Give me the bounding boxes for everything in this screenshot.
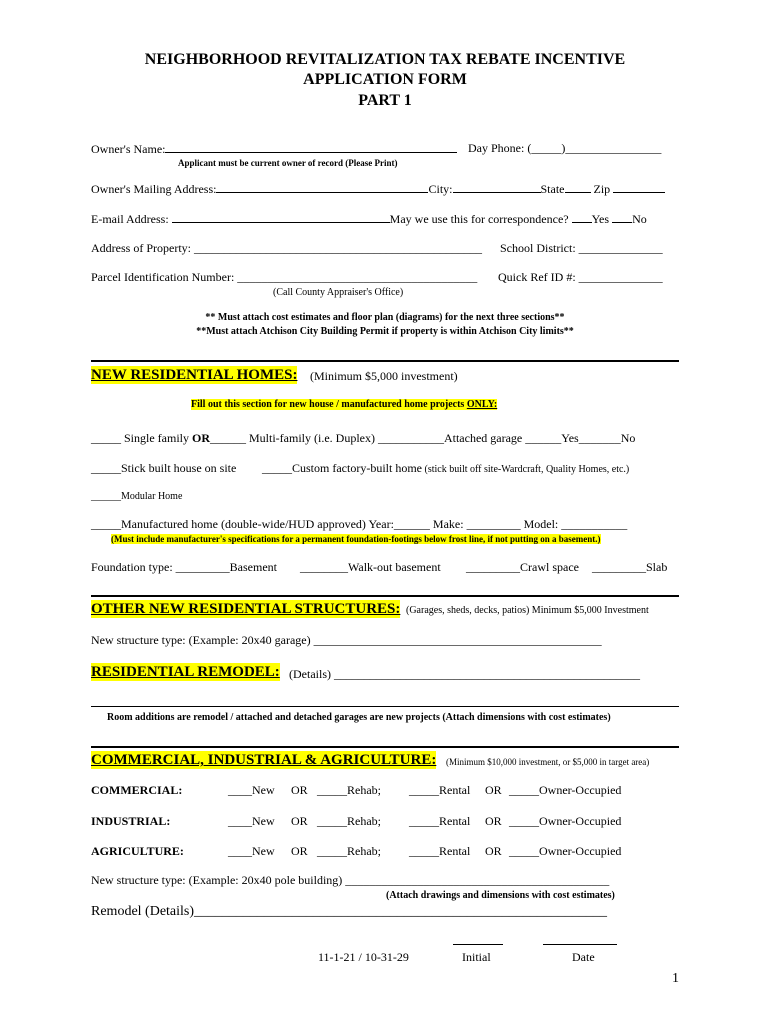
fill-out-note	[191, 398, 497, 412]
commercial-owner-occupied-option[interactable]: _____Owner-Occupied	[509, 783, 622, 797]
form-version: 11-1-21 / 10-31-29	[318, 950, 409, 964]
day-phone-label[interactable]: Day Phone: (_____)________________	[468, 141, 662, 155]
agriculture-or-1: OR	[291, 844, 308, 858]
walkout-basement-option[interactable]: ________Walk-out basement	[300, 560, 441, 574]
owner-name-field[interactable]	[91, 141, 457, 156]
manufacturer-note-text: (Must include manufacturer's specifications for a permanent foundation-footings below frost line, if not putting on a basement.)	[111, 534, 601, 544]
industrial-owner-occupied-option[interactable]: _____Owner-Occupied	[509, 814, 622, 828]
parcel-id-field[interactable]: Parcel Identification Number: ________________________________________	[91, 270, 478, 284]
email-blank[interactable]	[172, 211, 390, 223]
correspondence-no-blank[interactable]	[612, 211, 632, 223]
commercial-heading: COMMERCIAL, INDUSTRIAL & AGRICULTURE:	[91, 752, 437, 768]
industrial-or-1: OR	[291, 814, 308, 828]
agriculture-owner-occupied-option[interactable]: _____Owner-Occupied	[509, 844, 622, 858]
slab-option[interactable]: _________Slab	[592, 560, 668, 574]
crawl-space-option[interactable]: _________Crawl space	[466, 560, 579, 574]
new-structure-type-field[interactable]: New structure type: (Example: 20x40 garage) ________________________________________________	[91, 633, 602, 647]
section-divider	[91, 595, 679, 597]
or-label: OR	[192, 431, 210, 445]
state-blank[interactable]	[565, 181, 591, 193]
quick-ref-field[interactable]: Quick Ref ID #: ______________	[498, 270, 663, 284]
zip-blank[interactable]	[613, 181, 665, 193]
agriculture-rental-option[interactable]: _____Rental	[409, 844, 471, 858]
attach-drawings-note: (Attach drawings and dimensions with cost estimates)	[386, 890, 615, 901]
modular-home-option[interactable]: ______Modular Home	[91, 491, 183, 502]
remodel-details-field[interactable]: (Details) ___________________________________________________	[289, 667, 640, 681]
initial-signature-line[interactable]	[453, 944, 503, 945]
email-field[interactable]	[91, 211, 647, 226]
commercial-label: COMMERCIAL:	[91, 783, 183, 797]
fill-out-note-only: ONLY:	[466, 399, 498, 410]
manufactured-home-row[interactable]: _____Manufactured home (double-wide/HUD approved) Year:______ Make: _________ Model: ___________	[91, 517, 628, 531]
agriculture-new-option[interactable]: ____New	[228, 844, 275, 858]
form-title-line2: APPLICATION FORM	[303, 71, 467, 88]
industrial-rental-option[interactable]: _____Rental	[409, 814, 471, 828]
commercial-or-2: OR	[485, 783, 502, 797]
commercial-rental-option[interactable]: _____Rental	[409, 783, 471, 797]
owner-name-blank[interactable]	[165, 141, 457, 153]
agriculture-rehab-option[interactable]: _____Rehab;	[317, 844, 381, 858]
commercial-or-1: OR	[291, 783, 308, 797]
email-label: E-mail Address:	[91, 212, 169, 226]
new-residential-min-note: (Minimum $5,000 investment)	[310, 369, 458, 383]
date-label: Date	[572, 950, 595, 964]
form-title-line1: NEIGHBORHOOD REVITALIZATION TAX REBATE INCENTIVE	[144, 51, 626, 68]
correspondence-label: May we use this for correspondence?	[389, 212, 569, 226]
page-number: 1	[672, 971, 679, 986]
industrial-rehab-option[interactable]: _____Rehab;	[317, 814, 381, 828]
applicant-note: Applicant must be current owner of record (Please Print)	[178, 158, 398, 168]
correspondence-yes-blank[interactable]	[572, 211, 592, 223]
mailing-address-field[interactable]	[91, 181, 665, 196]
industrial-new-option[interactable]: ____New	[228, 814, 275, 828]
school-district-field[interactable]: School District: ______________	[500, 241, 663, 255]
commercial-min-note: (Minimum $10,000 investment, or $5,000 in target area)	[446, 757, 650, 767]
attach-note-1: ** Must attach cost estimates and floor plan (diagrams) for the next three sections**	[205, 312, 565, 323]
initial-label: Initial	[462, 950, 491, 964]
new-residential-heading: NEW RESIDENTIAL HOMES:	[91, 367, 298, 383]
remodel-details-commercial-field[interactable]: Remodel (Details)___________________________________________________________	[91, 904, 608, 919]
section-divider	[91, 746, 679, 748]
appraiser-note: (Call County Appraiser's Office)	[273, 287, 404, 298]
multi-family-option[interactable]: ______ Multi-family (i.e. Duplex) ___________Attached garage ______Yes_______No	[210, 431, 636, 445]
agriculture-or-2: OR	[485, 844, 502, 858]
industrial-label: INDUSTRIAL:	[91, 814, 171, 828]
state-label: State	[540, 182, 565, 196]
zip-label: Zip	[593, 182, 611, 196]
custom-factory-label: _____Custom factory-built home	[262, 461, 422, 475]
mailing-address-blank[interactable]	[216, 181, 428, 193]
pole-building-structure-field[interactable]: New structure type: (Example: 20x40 pole building) ____________________________________________	[91, 873, 610, 887]
city-blank[interactable]	[453, 181, 541, 193]
other-structures-heading: OTHER NEW RESIDENTIAL STRUCTURES:	[91, 601, 401, 617]
remodel-note: Room additions are remodel / attached and detached garages are new projects (Attach dimensions with cost estimates)	[107, 712, 611, 723]
mailing-address-label: Owner's Mailing Address:	[91, 182, 217, 196]
date-signature-line[interactable]	[543, 944, 617, 945]
foundation-basement-option[interactable]: Foundation type: _________Basement	[91, 560, 277, 574]
city-label: City:	[428, 182, 453, 196]
correspondence-no-label: No	[632, 212, 647, 226]
commercial-new-option[interactable]: ____New	[228, 783, 275, 797]
single-family-option[interactable]: _____ Single family	[91, 431, 192, 445]
owner-name-label: Owner's Name:	[91, 142, 166, 156]
stick-built-option[interactable]: _____Stick built house on site	[91, 461, 237, 475]
manufacturer-note	[111, 532, 601, 546]
custom-factory-note: (stick built off site-Wardcraft, Quality Homes, etc.)	[421, 464, 630, 475]
commercial-rehab-option[interactable]: _____Rehab;	[317, 783, 381, 797]
other-structures-min-note: (Garages, sheds, decks, patios) Minimum $5,000 Investment	[406, 605, 649, 616]
remodel-details-blank[interactable]	[91, 706, 679, 707]
property-address-field[interactable]: Address of Property: ________________________________________________	[91, 241, 482, 255]
section-divider	[91, 360, 679, 362]
attach-note-2: **Must attach Atchison City Building Permit if property is within Atchison City limits**	[196, 326, 574, 337]
form-title-line3: PART 1	[358, 92, 412, 109]
custom-factory-option[interactable]	[262, 461, 629, 477]
industrial-or-2: OR	[485, 814, 502, 828]
fill-out-note-text: Fill out this section for new house / manufactured home projects	[191, 399, 467, 410]
correspondence-yes-label: Yes	[591, 212, 610, 226]
agriculture-label: AGRICULTURE:	[91, 844, 184, 858]
residential-remodel-heading: RESIDENTIAL REMODEL:	[91, 664, 280, 680]
home-type-row[interactable]	[91, 431, 635, 445]
